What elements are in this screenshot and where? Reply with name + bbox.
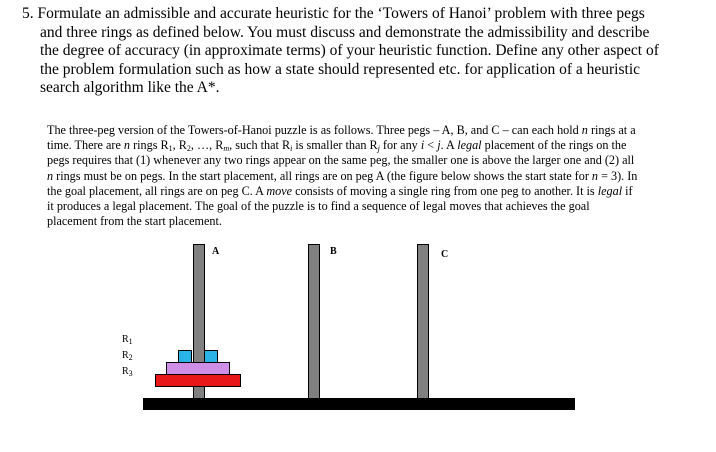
question-text: [22, 5, 702, 98]
ring-r2: [166, 362, 230, 375]
peg-b-label: B: [330, 246, 337, 257]
base-board: [143, 398, 575, 410]
peg-a: [193, 244, 205, 400]
peg-c: [417, 244, 429, 400]
question-line-2: and three rings as defined below. You must discuss and demonstrate the admissibility and describe: [40, 23, 650, 41]
puzzle-description: [47, 123, 707, 229]
description-line-6: it produces a legal placement. The goal of the puzzle is to find a sequence of legal moves that achieves the goal: [47, 199, 590, 214]
question-line-5: search algorithm like the A*.: [40, 79, 220, 96]
description-line-2: time. There are n rings $R_1$, $R_2$, …, $R_m$, such that $R_i$ is smaller than $R_j$ for any i < j. A legal placement of the rings on the: [47, 138, 627, 154]
ring-r3: [155, 374, 241, 387]
question-line-4: the problem formulation such as how a state should represented etc. for application of a heuristic: [40, 60, 641, 78]
ring-r1: [178, 350, 218, 363]
question-line-3: the degree of accuracy (in approximate terms) of your heuristic function. Define any other aspect of: [40, 42, 659, 59]
description-line-5: the goal placement, all rings are on peg C. A move consists of moving a single ring from one peg to another. It is legal if: [47, 183, 633, 198]
description-line-7: placement from the start placement.: [47, 214, 222, 229]
description-line-1: The three-peg version of the Towers-of-Hanoi puzzle is as follows. Three pegs – A, B, and C – can each hold n rings at a: [47, 123, 636, 137]
description-line-3: pegs requires that (1) whenever any two rings appear on the same peg, the smaller one is above the larger one and (2) all: [47, 153, 635, 168]
ring-label-r2: $R_2$: [122, 350, 133, 362]
peg-c-label: C: [441, 249, 449, 260]
ring-label-r3: $R_3$: [122, 366, 133, 378]
peg-b: [308, 244, 320, 400]
peg-a-label: A: [212, 246, 220, 257]
question-line-1: 5. Formulate an admissible and accurate heuristic for the ‘Towers of Hanoi’ problem with three pegs: [22, 5, 645, 22]
description-line-4: n rings must be on pegs. In the start placement, all rings are on peg A (the figure below shows the start state for n = 3). In: [47, 168, 638, 183]
ring-label-r1: $R_1$: [122, 334, 133, 346]
